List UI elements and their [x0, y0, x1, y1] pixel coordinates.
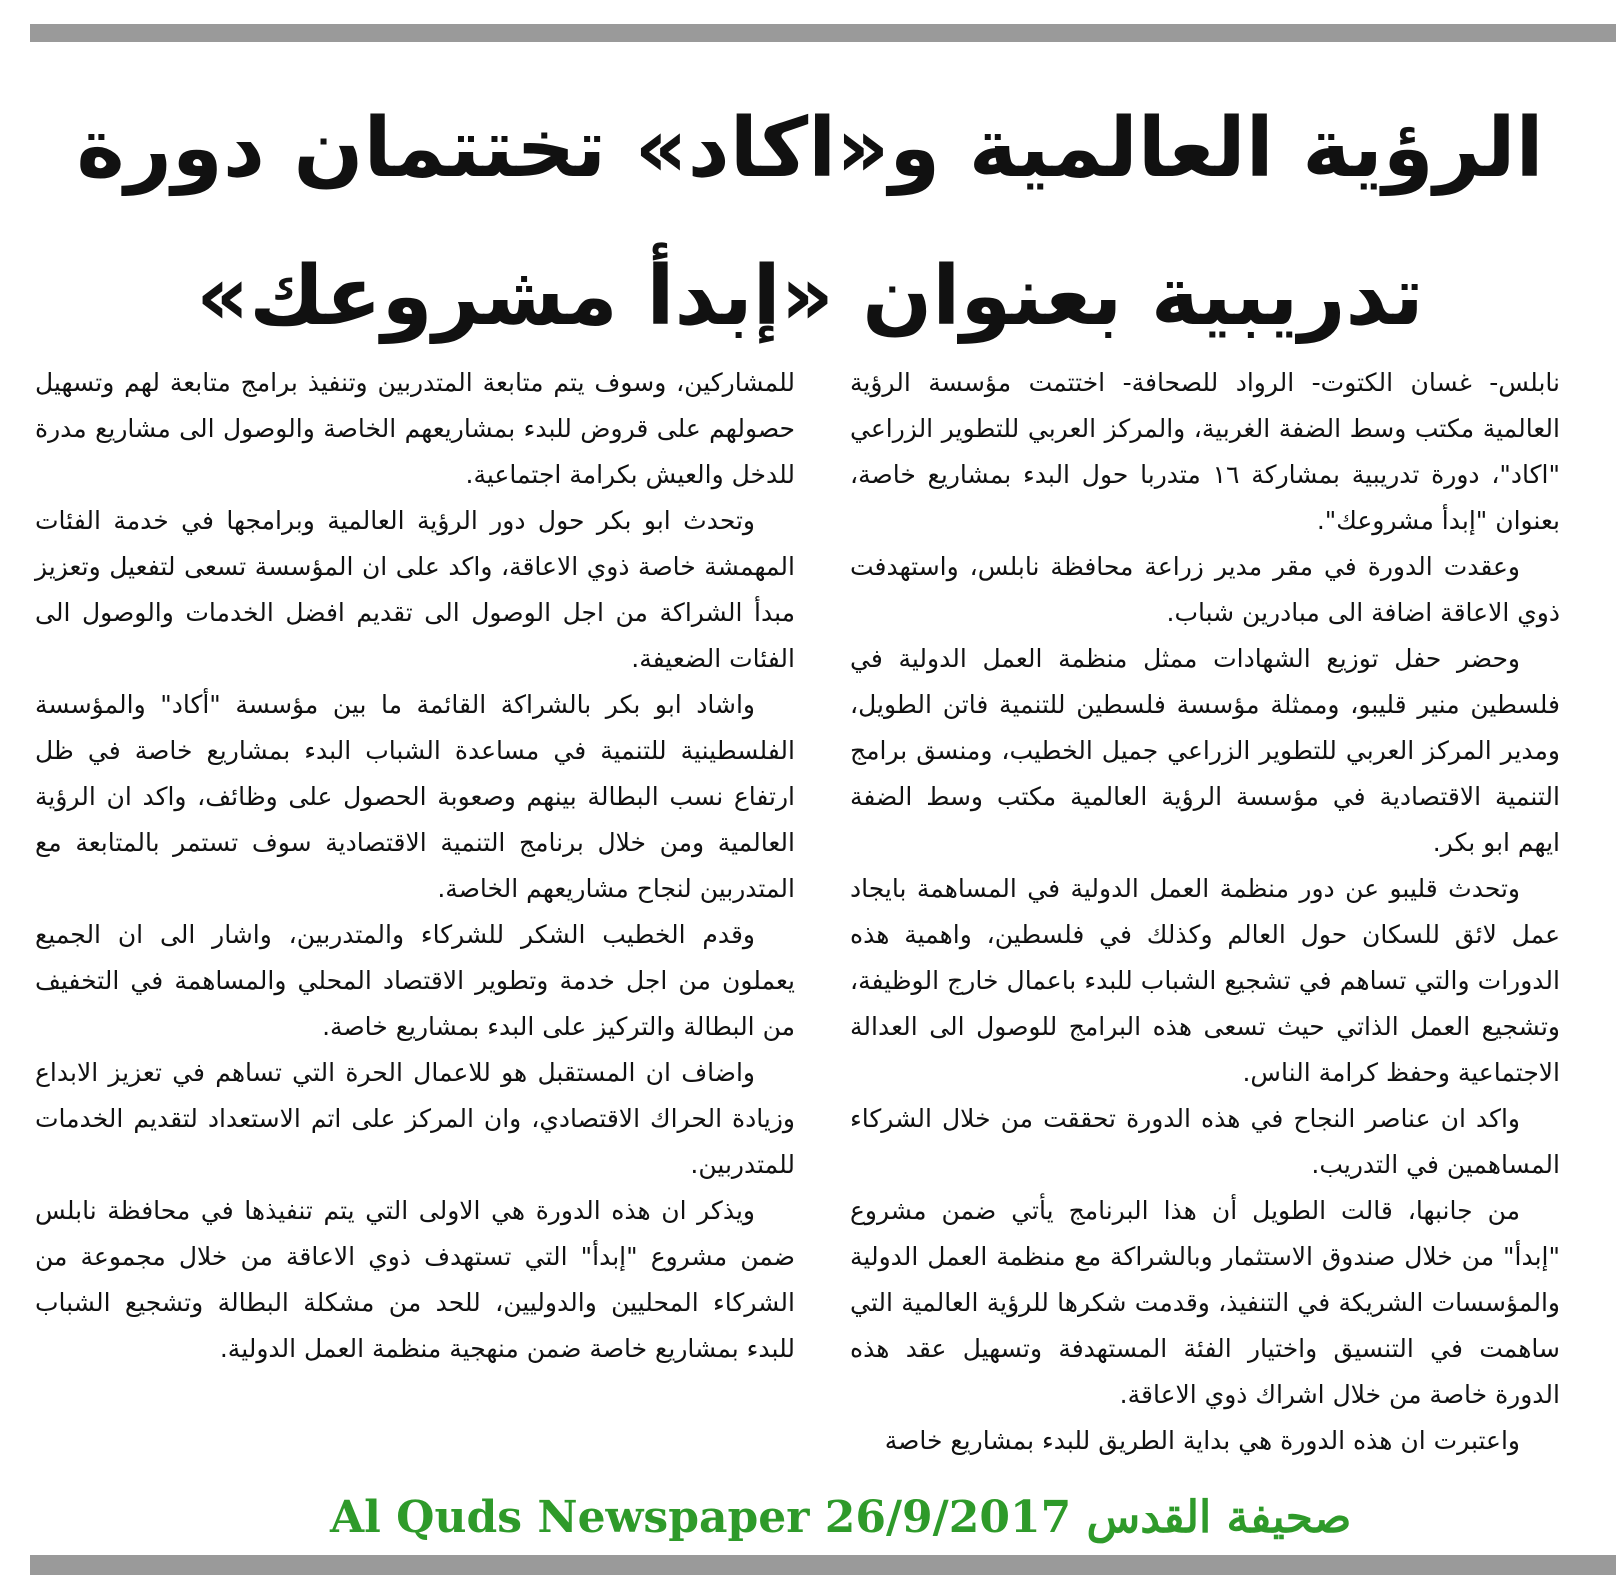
paragraph: ويذكر ان هذه الدورة هي الاولى التي يتم تنفيذها في محافظة نابلس ضمن مشروع "إبدأ" التي تستهدف ذوي الاعاقة من خلال مجموعة من الشركاء المحليين والدوليين، للحد من مشكلة البطالة وتشجيع الشباب للبدء بمشاريع خاصة ضمن منهجية منظمة العمل الدولية. [35, 1196, 795, 1363]
article-column-right [850, 360, 1560, 1464]
paragraph: واعتبرت ان هذه الدورة هي بداية الطريق للبدء بمشاريع خاصة [884, 1426, 1520, 1455]
paragraph: من جانبها، قالت الطويل أن هذا البرنامج يأتي ضمن مشروع "إبدأ" من خلال صندوق الاستثمار وبالشراكة مع منظمة العمل الدولية والمؤسسات الشريكة في التنفيذ، وقدمت شكرها للرؤية العالمية التي ساهمت في التنسيق واختيار الفئة المستهدفة وتسهيل عقد هذه الدورة خاصة من خلال اشراك ذوي الاعاقة. [850, 1196, 1560, 1409]
paragraph: وتحدث قليبو عن دور منظمة العمل الدولية في المساهمة بايجاد عمل لائق للسكان حول العالم وكذلك في فلسطين، واهمية هذه الدورات والتي تساهم في تشجيع الشباب للبدء باعمال خارج الوظيفة، وتشجيع العمل الذاتي حيث تسعى هذه البرامج للوصول الى العدالة الاجتماعية وحفظ كرامة الناس. [850, 874, 1560, 1087]
article-headline [60, 75, 1560, 371]
source-credit-arabic: صحيفة القدس [1086, 1492, 1352, 1543]
paragraph: واضاف ان المستقبل هو للاعمال الحرة التي تساهم في تعزيز الابداع وزيادة الحراك الاقتصادي، وان المركز على اتم الاستعداد لتقديم الخدمات للمتدربين. [35, 1058, 795, 1179]
paragraph: وحضر حفل توزيع الشهادات ممثل منظمة العمل الدولية في فلسطين منير قليبو، وممثلة مؤسسة فلسطين للتنمية فاتن الطويل، ومدير المركز العربي للتطوير الزراعي جميل الخطيب، ومنسق برامج التنمية الاقتصادية في مؤسسة الرؤية العالمية مكتب وسط الضفة ايهم ابو بكر. [850, 644, 1560, 857]
top-divider [30, 24, 1616, 42]
paragraph: للمشاركين، وسوف يتم متابعة المتدربين وتنفيذ برامج متابعة لهم وتسهيل حصولهم على قروض للبدء بمشاريعهم الخاصة والوصول الى مشاريع مدرة للدخل والعيش بكرامة اجتماعية. [35, 368, 795, 489]
bottom-divider [30, 1555, 1616, 1575]
paragraph: وعقدت الدورة في مقر مدير زراعة محافظة نابلس، واستهدفت ذوي الاعاقة اضافة الى مبادرين شباب. [850, 552, 1560, 627]
paragraph: واشاد ابو بكر بالشراكة القائمة ما بين مؤسسة "أكاد" والمؤسسة الفلسطينية للتنمية في مساعدة الشباب البدء بمشاريع خاصة في ظل ارتفاع نسب البطالة بينهم وصعوبة الحصول على وظائف، واكد ان الرؤية العالمية ومن خلال برنامج التنمية الاقتصادية سوف تستمر بالمتابعة مع المتدربين لنجاح مشاريعهم الخاصة. [35, 690, 795, 903]
paragraph: واكد ان عناصر النجاح في هذه الدورة تحققت من خلال الشركاء المساهمين في التدريب. [850, 1104, 1560, 1179]
article-column-left [35, 360, 795, 1372]
paragraph: وتحدث ابو بكر حول دور الرؤية العالمية وبرامجها في خدمة الفئات المهمشة خاصة ذوي الاعاقة، واكد على ان المؤسسة تسعى لتفعيل وتعزيز مبدأ الشراكة من اجل الوصول الى تقديم افضل الخدمات والوصول الى الفئات الضعيفة. [35, 506, 795, 673]
paragraph: وقدم الخطيب الشكر للشركاء والمتدربين، واشار الى ان الجميع يعملون من اجل خدمة وتطوير الاقتصاد المحلي والمساهمة في التخفيف من البطالة والتركيز على البدء بمشاريع خاصة. [35, 920, 795, 1041]
source-credit-latin: Al Quds Newspaper 26/9/2017 [330, 1492, 1087, 1543]
source-credit [330, 1490, 1352, 1546]
headline-line-1: الرؤية العالمية و«اكاد» تختتمان دورة [76, 101, 1544, 196]
headline-line-2: تدريبية بعنوان «إبدأ مشروعك» [196, 249, 1424, 344]
paragraph: نابلس- غسان الكتوت- الرواد للصحافة- اختتمت مؤسسة الرؤية العالمية مكتب وسط الضفة الغربية، والمركز العربي للتطوير الزراعي "اكاد"، دورة تدريبية بمشاركة ١٦ متدربا حول البدء بمشاريع خاصة، بعنوان "إبدأ مشروعك". [850, 368, 1560, 535]
